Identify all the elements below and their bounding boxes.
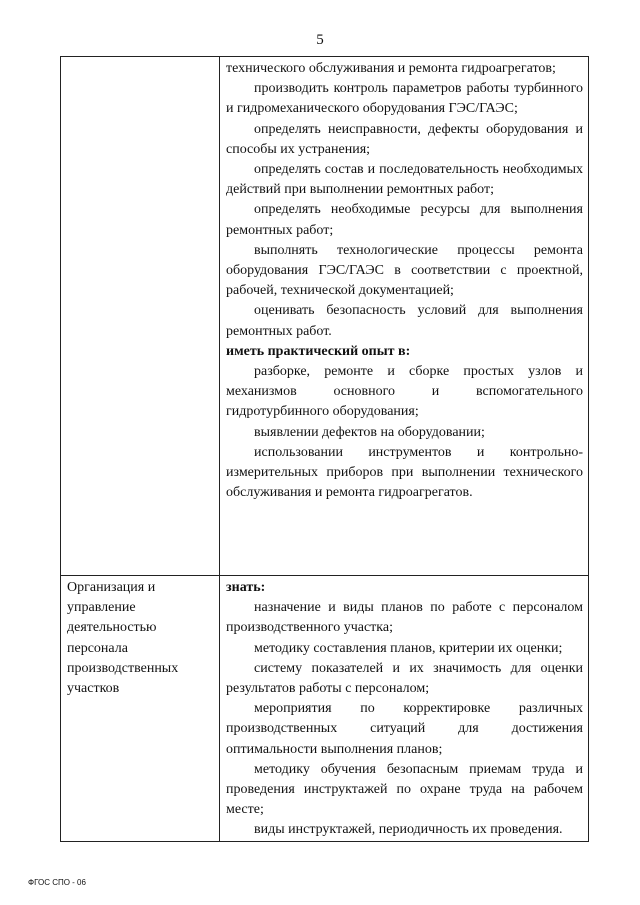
list-item: мероприятия по корректировке различных производственных ситуаций для достижения оптимальности выполнения планов; <box>226 701 583 757</box>
section-title-line: Организация и <box>67 580 156 595</box>
list-item: методику обучения безопасным приемам труда и проведения инструктажей по охране труда на рабочем месте; <box>226 761 583 818</box>
table-row <box>61 57 589 576</box>
footer-label: ФГОС СПО - 06 <box>28 878 86 887</box>
section-title-line: деятельностью <box>67 620 157 636</box>
left-cell <box>61 57 220 576</box>
list-item: определять состав и последовательность необходимых действий при выполнении ремонтных работ; <box>226 162 583 198</box>
list-item: методику составления планов, критерии их оценки; <box>254 640 563 656</box>
left-cell-text <box>61 57 219 59</box>
section-title-line: управление <box>67 600 136 616</box>
list-item: выявлении дефектов на оборудовании; <box>254 424 485 440</box>
page-number: 5 <box>316 32 324 48</box>
list-item: выполнять технологические процессы ремонта оборудования ГЭС/ГАЭС в соответствии с проектной, рабочей, технической документацией; <box>226 242 583 299</box>
right-cell <box>220 57 589 576</box>
list-item: виды инструктажей, периодичность их проведения. <box>254 822 563 838</box>
list-item: назначение и виды планов по работе с персоналом производственного участка; <box>226 600 583 636</box>
list-item: использовании инструментов и контрольно-измерительных приборов при выполнении технического обслуживания и ремонта гидроагрегатов. <box>226 444 583 501</box>
section-title-line: персонала <box>67 640 128 656</box>
list-item: систему показателей и их значимость для оценки результатов работы с персоналом; <box>226 660 583 697</box>
list-item: определять необходимые ресурсы для выполнения ремонтных работ; <box>226 202 583 238</box>
section-title-line: производственных <box>67 660 179 676</box>
section-heading: знать: <box>226 580 266 595</box>
competency-table <box>60 56 589 842</box>
list-item: определять неисправности, дефекты оборудования и способы их устранения; <box>226 121 583 157</box>
section-heading: иметь практический опыт в: <box>226 343 411 359</box>
list-item: разборке, ремонте и сборке простых узлов и механизмов основного и вспомогательного гидротурбинного оборудования; <box>226 364 583 420</box>
right-cell <box>220 576 589 842</box>
list-item: производить контроль параметров работы турбинного и гидромеханического оборудования ГЭС/ГАЭС; <box>226 81 583 117</box>
table-row <box>61 576 589 842</box>
list-item: технического обслуживания и ремонта гидроагрегатов; <box>226 61 556 76</box>
section-title-line: участков <box>67 681 120 697</box>
list-item: оценивать безопасность условий для выполнения ремонтных работ. <box>226 303 583 339</box>
left-cell <box>61 576 220 842</box>
